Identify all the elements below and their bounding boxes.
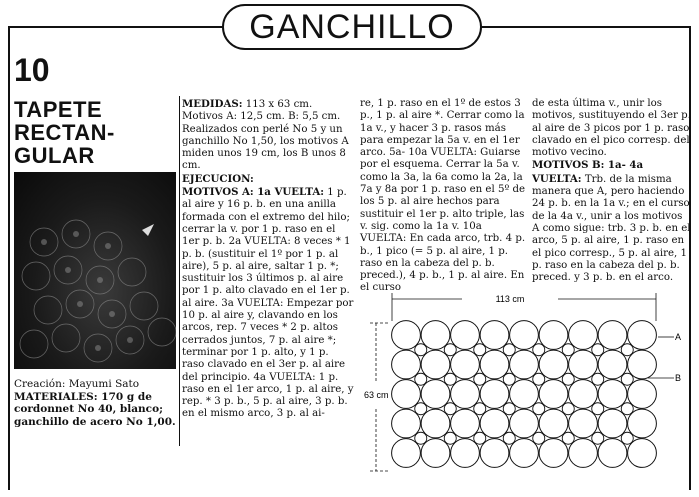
motif-a-circle: [569, 409, 598, 438]
instruction-paragraph: EJECUCION:: [182, 172, 254, 185]
motif-a-circle: [510, 380, 539, 409]
motif-a-circle: [421, 350, 450, 379]
page-frame-left: [8, 26, 10, 490]
motif-a-label: A: [675, 332, 682, 342]
pattern-number: 10: [14, 52, 50, 88]
motif-a-circle: [451, 380, 480, 409]
motif-b-circle: [415, 432, 427, 444]
motif-b-circle: [621, 403, 633, 415]
motif-b-circle: [444, 403, 456, 415]
doily-photo-texture: [14, 172, 176, 369]
instruction-paragraph: re, 1 p. raso en el 1º de estos 3 p., 1 p. al aire *. Cerrar como la 1a v., y hacer 3 p. rasos más para empezar la 5a v. en el 1er arco. 5a- 10a VUELTA: Guiarse por el esquema. Cerrar la 5a v. como la 3a, la 6a como la 2a, la 7a y 8a por 1 p. raso en el 5º de los 5 p. al aire hechos para sustituir el 1er p. alto triple, las v. sig. como la 1a v. 10a VUELTA: En cada arco, trb. 4 p. b., 1 pico (= 5 p. al aire, 1 p. raso en la cabeza del p. b. preced.), 4 p. b., 1 p. al aire. En el curso: [360, 98, 526, 294]
motif-b-circle: [474, 344, 486, 356]
motif-a-circle: [569, 350, 598, 379]
motif-b-circle: [592, 344, 604, 356]
motif-a-circle: [421, 321, 450, 350]
instruction-paragraph: MEDIDAS: 113 x 63 cm. Motivos A: 12,5 cm. B: 5,5 cm. Realizados con perlé No 5 y un ganchillo No 1,50, los motivos A miden unos 19 cm, los B unos 8 cm.: [182, 98, 349, 172]
motif-a-circle: [392, 321, 421, 350]
motif-a-circle: [598, 409, 627, 438]
creation-credit: Creación: Mayumi Sato: [14, 378, 140, 390]
motif-b-circle: [592, 373, 604, 385]
motif-b-circle: [562, 344, 574, 356]
motif-b-circle: [562, 432, 574, 444]
motif-a-circle: [569, 439, 598, 468]
motif-a-circle: [392, 439, 421, 468]
motif-b-circle: [474, 403, 486, 415]
title-line: GULAR: [14, 143, 95, 168]
motif-b-circle: [503, 373, 515, 385]
instructions-column-1: [182, 98, 354, 421]
assembly-diagram-svg: [362, 293, 692, 493]
motif-a-circle: [510, 409, 539, 438]
motif-b-circle: [444, 432, 456, 444]
motif-a-circle: [392, 350, 421, 379]
motif-a-circle: [598, 439, 627, 468]
motif-a-circle: [569, 380, 598, 409]
motif-b-label: B: [675, 373, 682, 383]
motif-b-circle: [621, 432, 633, 444]
motif-a-circle: [451, 439, 480, 468]
motif-a-circle: [451, 409, 480, 438]
title-line: RECTAN-: [14, 120, 115, 145]
motif-a-circle: [628, 321, 657, 350]
motif-a-circle: [480, 439, 509, 468]
motif-a-circle: [539, 439, 568, 468]
motif-a-circle: [480, 409, 509, 438]
motif-b-circle: [533, 373, 545, 385]
motif-a-circle: [451, 321, 480, 350]
motif-a-circle: [569, 321, 598, 350]
motif-a-circle: [480, 380, 509, 409]
motif-a-circle: [510, 350, 539, 379]
instructions-column-3: [532, 98, 692, 284]
motif-b-circle: [415, 403, 427, 415]
motif-a-circle: [539, 409, 568, 438]
motif-b-circle: [621, 373, 633, 385]
motif-a-circle: [628, 380, 657, 409]
column-divider: [179, 96, 180, 446]
motif-a-circle: [598, 321, 627, 350]
motif-a-circle: [421, 439, 450, 468]
instruction-paragraph: de esta última v., unir los motivos, sustituyendo el 3er p. al aire de 3 picos por 1 p. raso clavado en el pico corresp. del motivo vecino.: [532, 98, 691, 159]
motif-a-circle: [451, 350, 480, 379]
motif-b-circle: [474, 432, 486, 444]
motif-a-circle: [598, 380, 627, 409]
width-label: 113 cm: [495, 294, 525, 304]
instruction-paragraph: MOTIVOS B: 1a- 4a VUELTA: Trb. de la misma manera que A, pero haciendo 24 p. b. en la 1a v.; en el curso de la 4a v., unir a los motivos A como sigue: trb. 3 p. b. en el arco, 5 p. al aire, 1 p. raso en el pico corresp., 5 p. al aire, 1 p. raso en la cabeza del p. b. preced. y 3 p. b. en el arco.: [532, 159, 691, 284]
motif-a-circle: [392, 380, 421, 409]
motif-b-circle: [474, 373, 486, 385]
motif-b-circle: [415, 344, 427, 356]
motif-b-circle: [592, 432, 604, 444]
motif-a-circle: [392, 409, 421, 438]
motif-b-circle: [621, 344, 633, 356]
motif-b-circle: [444, 373, 456, 385]
motif-a-circle: [598, 350, 627, 379]
motif-a-circle: [480, 321, 509, 350]
motif-a-circle: [539, 350, 568, 379]
section-title: GANCHILLO: [249, 7, 455, 46]
motif-b-circle: [562, 373, 574, 385]
motif-a-circle: [628, 409, 657, 438]
motif-b-circle: [503, 344, 515, 356]
motif-b-circle: [592, 403, 604, 415]
instructions-column-2: [360, 98, 528, 295]
motif-a-circle: [421, 380, 450, 409]
title-line: TAPETE: [14, 97, 103, 122]
motif-a-circle: [628, 439, 657, 468]
motif-b-circle: [415, 373, 427, 385]
materials-text: MATERIALES: 170 g de cordonnet No 40, blanco; ganchillo de acero No 1,00.: [14, 390, 176, 428]
pattern-title: [14, 98, 115, 167]
motif-b-circle: [533, 432, 545, 444]
motif-b-circle: [444, 344, 456, 356]
motif-a-circle: [421, 409, 450, 438]
height-label: 63 cm: [364, 390, 389, 400]
motif-a-circle: [510, 439, 539, 468]
motif-a-circle: [539, 380, 568, 409]
assembly-diagram: [362, 293, 692, 493]
motif-b-circle: [503, 432, 515, 444]
motif-a-circle: [539, 321, 568, 350]
credits: [14, 378, 176, 428]
instruction-paragraph: MOTIVOS A: 1a VUELTA: 1 p. al aire y 16 p. b. en una anilla formada con el extremo del hilo; cerrar la v. por 1 p. raso en el 1er p. b. 2a VUELTA: 8 veces * 1 p. b. (sustituir el 1º por 1 p. al aire), 5 p. al aire, saltar 1 p. *; sustituir los 3 últimos p. al aire por 1 p. alto clavado en el 1er p. al aire. 3a VUELTA: Empezar por 10 p. al aire y, clavando en los arcos, rep. 7 veces * 2 p. altos cerrados juntos, 7 p. al aire *; terminar por 1 p. alto, y 1 p. raso clavado en el 3er p. al aire del principio. 4a VUELTA: 1 p. raso en el 1er arco, 1 p. al aire, y rep. * 3 p. b., 5 p. al aire, 3 p. b. en el mismo arco, 3 p. al ai-: [182, 186, 354, 420]
motif-b-circle: [562, 403, 574, 415]
motif-b-circle: [533, 403, 545, 415]
doily-photo: [14, 172, 176, 369]
motif-a-circle: [628, 350, 657, 379]
motif-b-circle: [503, 403, 515, 415]
motif-a-circle: [480, 350, 509, 379]
motif-a-circle: [510, 321, 539, 350]
motif-b-circle: [533, 344, 545, 356]
section-banner: [222, 4, 482, 50]
